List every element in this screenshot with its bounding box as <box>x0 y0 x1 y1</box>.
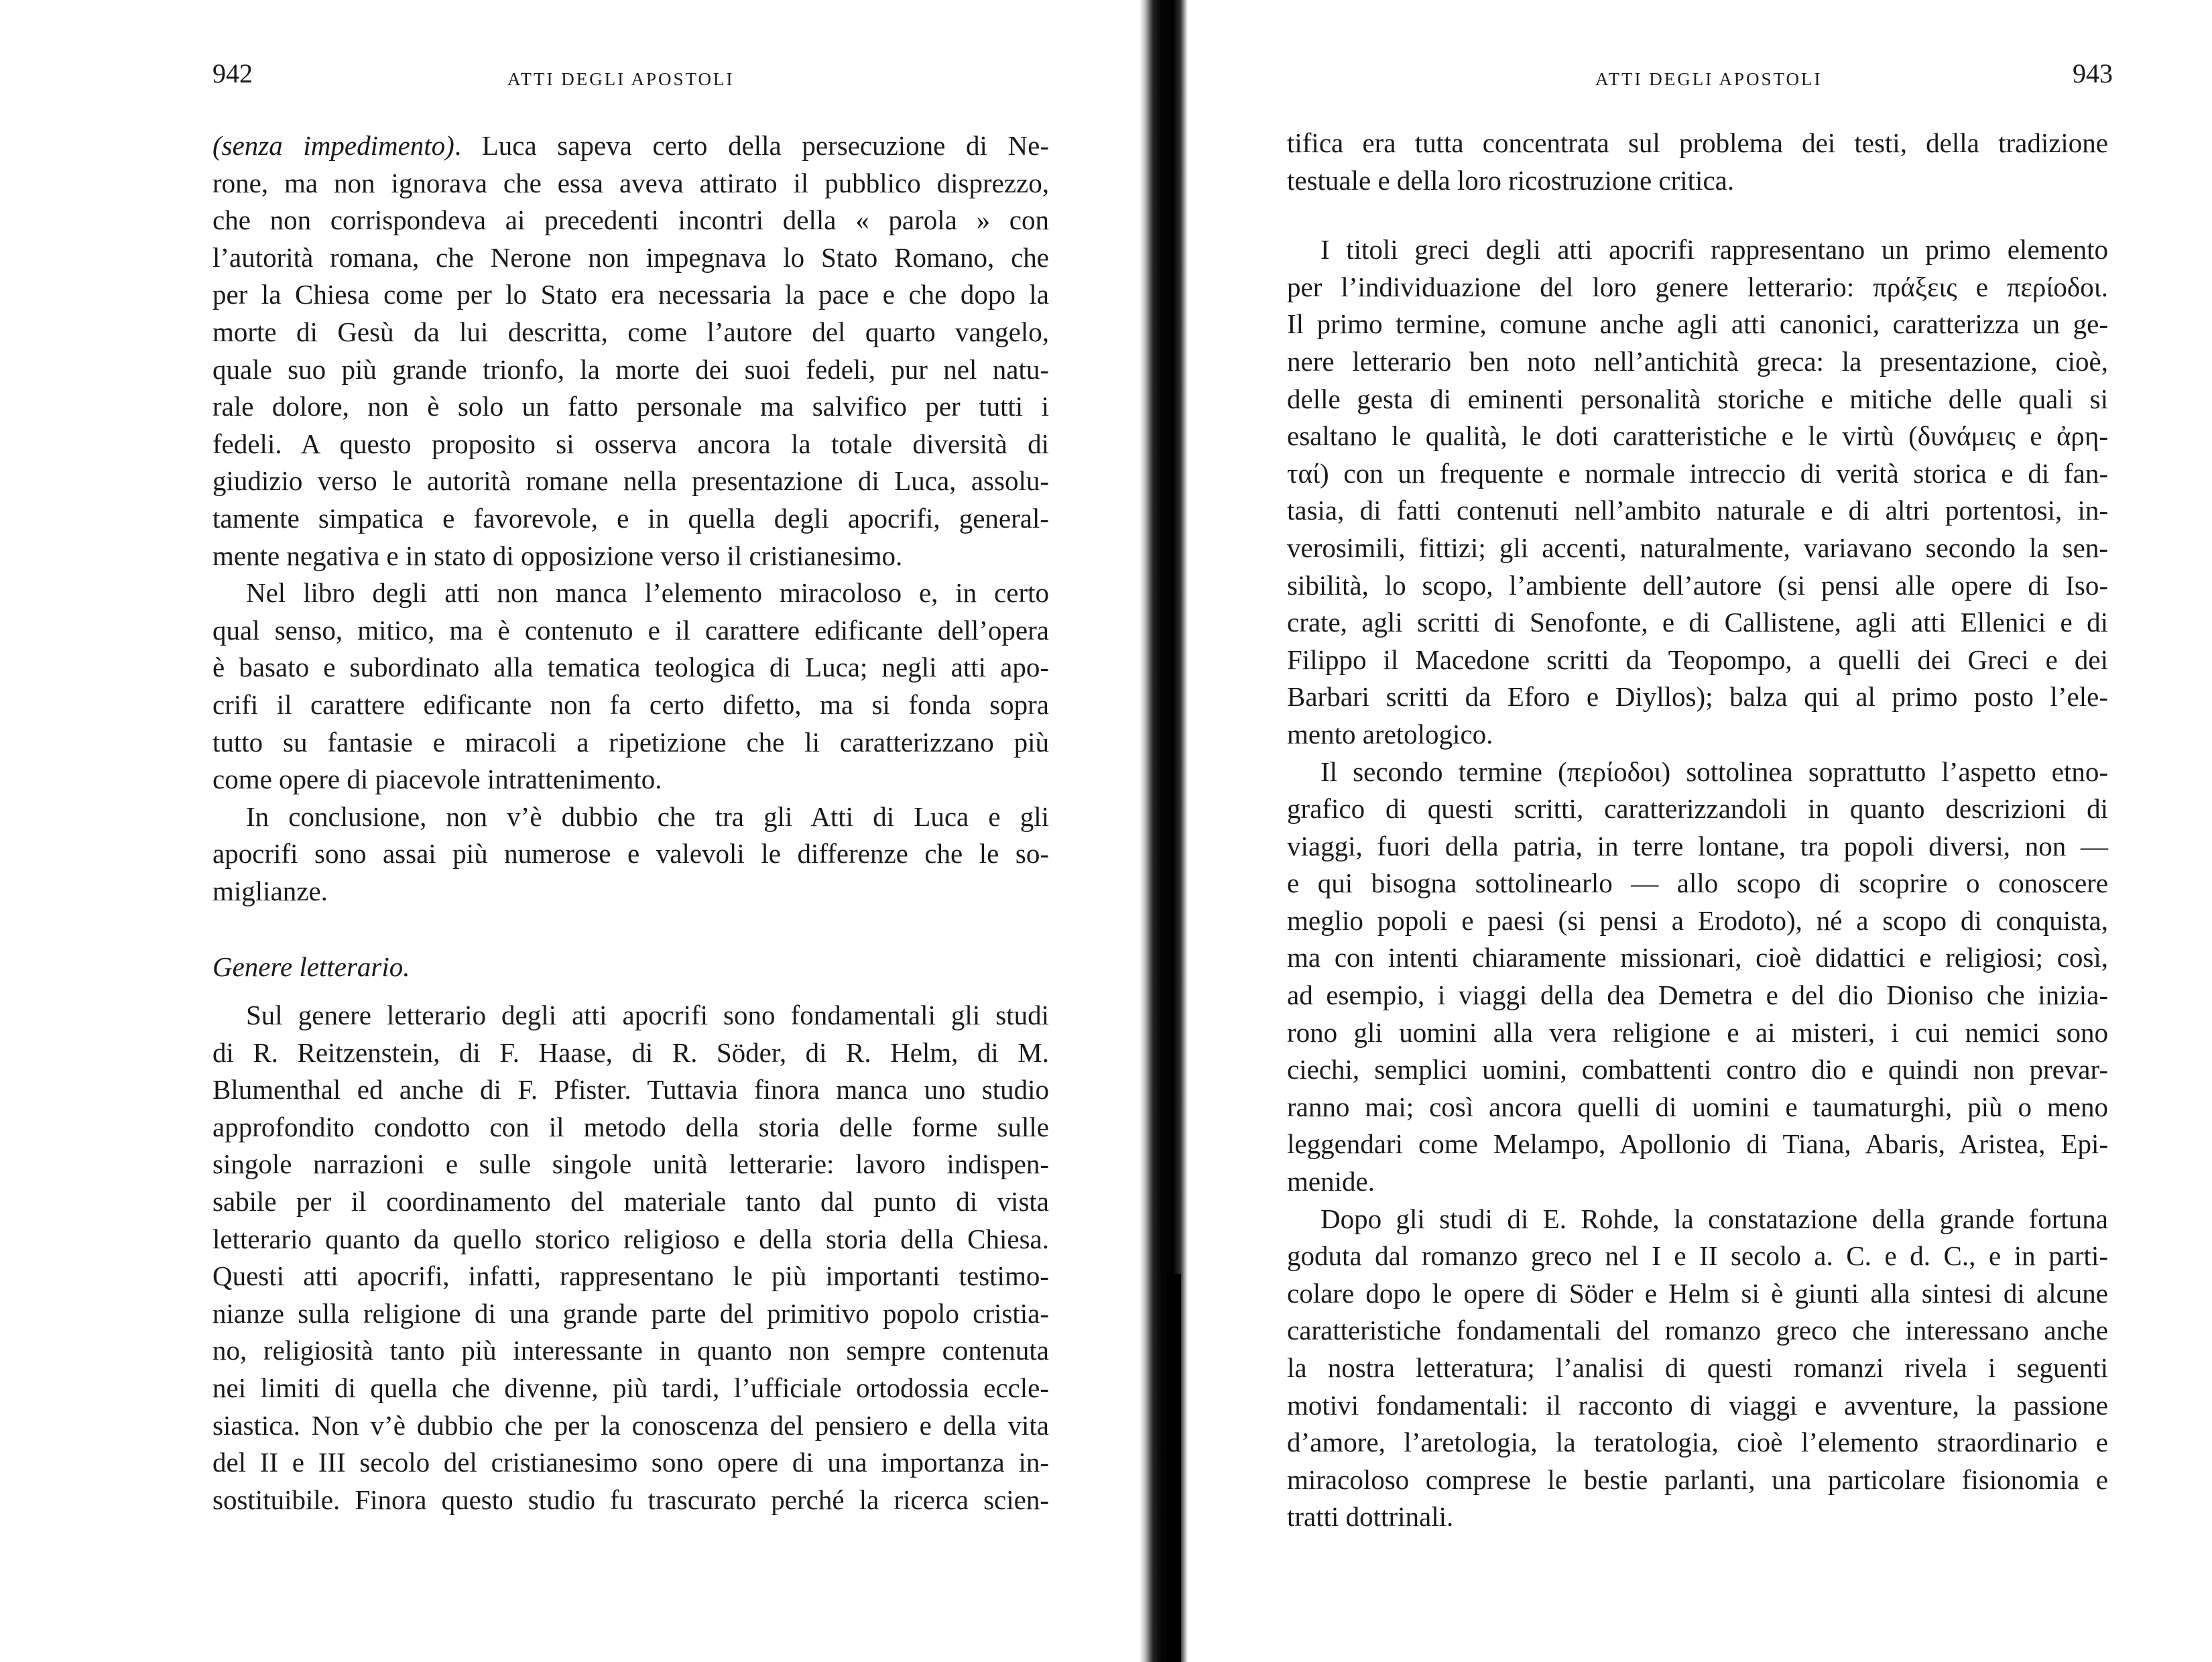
text-line: Filippo il Macedone scritti da Teopompo, a quelli dei Greci e dei <box>1287 644 2108 675</box>
text-line: esaltano le qualità, le doti caratteristiche e le virtù (δυνάμεις e ἀρη- <box>1287 420 2108 452</box>
text-line: tratti dottrinali. <box>1287 1501 1454 1533</box>
text-line: mente negativa e in stato di opposizione verso il cristianesimo. <box>212 540 903 571</box>
text-line: per l’individuazione del loro genere letterario: πράξεις e περίοδοι. <box>1287 271 2108 302</box>
text-line: nianze sulla religione di una grande parte del primitivo popolo cristia- <box>212 1297 1049 1329</box>
text-line: del II e III secolo del cristianesimo sono opere di una importanza in- <box>212 1447 1049 1478</box>
text-line: Blumenthal ed anche di F. Pfister. Tuttavia finora manca uno studio <box>212 1074 1049 1106</box>
paragraph <box>212 127 1049 575</box>
text-line: sostituibile. Finora questo studio fu trascurato perché la ricerca scien- <box>212 1484 1049 1515</box>
text-line: motivi fondamentali: il racconto di viaggi e avventure, la passione <box>1287 1389 2108 1421</box>
running-head-left: ATTI DEGLI APOSTOLI <box>507 69 735 89</box>
text-line: miracoloso comprese le bestie parlanti, una particolare fisionomia e <box>1287 1464 2108 1495</box>
text-line: d’amore, l’aretologia, la teratologia, cioè l’elemento straordinario e <box>1287 1427 2108 1458</box>
text-line: sabile per il coordinamento del materiale tanto dal punto di vista <box>212 1186 1049 1218</box>
text-line: rone, ma non ignorava che essa aveva attirato il pubblico disprezzo, <box>212 167 1049 198</box>
text-line: e qui bisogna sottolinearlo — allo scopo di scoprire o conoscere <box>1287 868 2108 899</box>
paragraph <box>1287 1201 2108 1536</box>
text-line: mento aretologico. <box>1287 718 1493 750</box>
text-line: tamente simpatica e favorevole, e in quella degli apocrifi, general- <box>212 502 1049 534</box>
text-line: Dopo gli studi di E. Rohde, la constatazione della grande fortuna <box>1320 1203 2108 1234</box>
paragraph <box>212 798 1049 910</box>
text-line: sibilità, lo scopo, l’ambiente dell’autore (si pensi alle opere di Iso- <box>1287 569 2108 601</box>
text-line: ranno mai; così ancora quelli di uomini e taumaturghi, più o meno <box>1287 1091 2108 1122</box>
text-line: tasia, di fatti contenuti nell’ambito naturale e di altri portentosi, in- <box>1287 495 2108 526</box>
text-line: come opere di piacevole intrattenimento. <box>212 764 662 795</box>
text-line: no, religiosità tanto più interessante in quanto non sempre contenuta <box>212 1335 1049 1366</box>
text-line: crate, agli scritti di Senofonte, e di Callistene, agli atti Ellenici e di <box>1287 607 2108 638</box>
text-line: ad esempio, i viaggi della dea Demetra e del dio Dioniso che inizia- <box>1287 980 2108 1011</box>
left-page-body <box>212 127 1049 1519</box>
text-line: tutto su fantasie e miracoli a ripetizione che li caratterizzano più <box>212 726 1049 758</box>
text-line: che non corrispondeva ai precedenti incontri della « parola » con <box>212 204 1049 236</box>
text-line: qual senso, mitico, ma è contenuto e il carattere edificante dell’opera <box>212 614 1049 646</box>
text-line: siastica. Non v’è dubbio che per la conoscenza del pensiero e della vita <box>212 1409 1049 1441</box>
text-line: delle gesta di eminenti personalità storiche e mitiche delle quali si <box>1287 383 2108 414</box>
paragraph <box>1287 754 2108 1201</box>
text-line: verosimili, fittizi; gli accenti, naturalmente, variavano secondo la sen- <box>1287 532 2108 563</box>
text-line: nei limiti di quella che divenne, più tardi, l’ufficiale ortodossia eccle- <box>212 1372 1049 1403</box>
text-line: di R. Reitzenstein, di F. Haase, di R. Söder, di R. Helm, di M. <box>212 1036 1049 1068</box>
text-line: colare dopo le opere di Söder e Helm si è giunti alla sintesi di alcune <box>1287 1277 2108 1309</box>
book-spine-shadow-lower <box>1166 1274 1181 1662</box>
text-line: Barbari scritti da Eforo e Diyllos); balza qui al primo posto l’ele- <box>1287 681 2108 713</box>
text-line: I titoli greci degli atti apocrifi rappresentano un primo elemento <box>1320 234 2108 265</box>
text-line: crifi il carattere edificante non fa certo difetto, ma si fonda sopra <box>212 689 1049 720</box>
page-number-right: 943 <box>2073 58 2113 88</box>
text-line: menide. <box>1287 1166 1375 1197</box>
text-line: ciechi, semplici uomini, combattenti contro dio e quindi non prevar- <box>1287 1054 2108 1085</box>
paragraph <box>212 575 1049 798</box>
text-line: letterario quanto da quello storico religioso e della storia della Chiesa. <box>212 1223 1049 1254</box>
text-line: per la Chiesa come per lo Stato era necessaria la pace e che dopo la <box>212 279 1049 310</box>
text-line: la nostra letteratura; l’analisi di questi romanzi rivela i seguenti <box>1287 1352 2108 1383</box>
text-line: approfondito condotto con il metodo della storia delle forme sulle <box>212 1111 1049 1142</box>
text-line: morte di Gesù da lui descritta, come l’autore del quarto vangelo, <box>212 316 1049 347</box>
text-line: rono gli uomini alla vera religione e ai misteri, i cui nemici sono <box>1287 1016 2108 1048</box>
italic-phrase: (senza impedimento) <box>212 130 454 161</box>
paragraph <box>1287 231 2108 753</box>
text-line: Questi atti apocrifi, infatti, rappresentano le più importanti testimo- <box>212 1260 1049 1292</box>
text-line: testuale e della loro ricostruzione critica. <box>1287 164 1735 196</box>
text-line: grafico di questi scritti, caratterizzandoli in quanto descrizioni di <box>1287 793 2108 825</box>
text-line: goduta dal romanzo greco nel I e II secolo a. C. e d. C., e in parti- <box>1287 1240 2108 1272</box>
text-line: singole narrazioni e sulle singole unità letterarie: lavoro indispen- <box>212 1148 1049 1180</box>
text-line: miglianze. <box>212 875 328 906</box>
page-number-left: 942 <box>212 58 253 88</box>
section-heading: Genere letterario. <box>212 951 410 983</box>
text-line: nere letterario ben noto nell’antichità greca: la presentazione, cioè, <box>1287 345 2108 377</box>
text-line: (senza impedimento). Luca sapeva certo della persecuzione di Ne- <box>212 130 1049 161</box>
text-line: tifica era tutta concentrata sul problema dei testi, della tradizione <box>1287 127 2108 158</box>
text-line: rale dolore, non è solo un fatto personale ma salvifico per tutti i <box>212 391 1049 422</box>
paragraph <box>212 997 1049 1519</box>
running-head-right: ATTI DEGLI APOSTOLI <box>1595 69 1823 89</box>
text-line: ma con intenti chiaramente missionari, cioè didattici e religiosi; così, <box>1287 942 2108 973</box>
text-line: Sul genere letterario degli atti apocrifi sono fondamentali gli studi <box>246 1000 1049 1031</box>
text-line: Nel libro degli atti non manca l’elemento miracoloso e, in certo <box>246 577 1049 609</box>
text-line: leggendari come Melampo, Apollonio di Tiana, Abaris, Aristea, Epi- <box>1287 1128 2108 1160</box>
paragraph <box>1287 125 2108 199</box>
text-line: meglio popoli e paesi (si pensi a Erodoto), né a scopo di conquista, <box>1287 904 2108 936</box>
text-line: Il secondo termine (περίοδοι) sottolinea soprattutto l’aspetto etno- <box>1320 756 2108 787</box>
text-line: caratteristiche fondamentali del romanzo greco che interessano anche <box>1287 1315 2108 1346</box>
text-line: è basato e subordinato alla tematica teologica di Luca; negli atti apo- <box>212 652 1049 683</box>
text-line: In conclusione, non v’è dubbio che tra gli Atti di Luca e gli <box>246 800 1049 832</box>
text-line: l’autorità romana, che Nerone non impegnava lo Stato Romano, che <box>212 241 1049 273</box>
text-line: fedeli. A questo proposito si osserva ancora la totale diversità di <box>212 428 1049 459</box>
text-line: apocrifi sono assai più numerose e valevoli le differenze che le so- <box>212 838 1049 870</box>
text-line: ταί) con un frequente e normale intreccio di verità storica e di fan- <box>1287 457 2108 489</box>
text-line: viaggi, fuori della patria, in terre lontane, tra popoli diversi, non — <box>1287 830 2108 862</box>
text-line: quale suo più grande trionfo, la morte dei suoi fedeli, pur nel natu- <box>212 353 1049 385</box>
text-line: giudizio verso le autorità romane nella presentazione di Luca, assolu- <box>212 465 1049 497</box>
text-line: Il primo termine, comune anche agli atti canonici, caratterizza un ge- <box>1287 308 2108 340</box>
right-page-body <box>1287 125 2108 1536</box>
